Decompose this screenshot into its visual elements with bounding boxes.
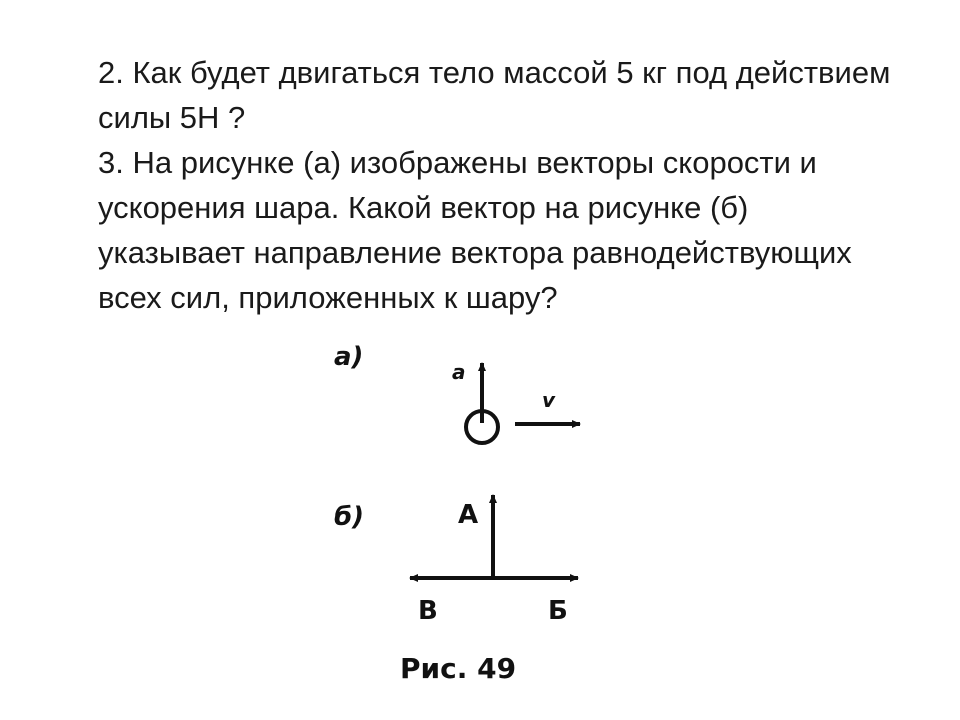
acceleration-label: a: [452, 360, 466, 384]
question-3: 3. На рисунке (а) изображены векторы скорости и ускорения шара. Какой вектор на рисунке (б) указывает направление вектора равнодействующих всех сил, приложенных к шару?: [98, 145, 852, 315]
part-b-label: б): [334, 502, 365, 532]
slide-text: [98, 50, 898, 320]
part-a-label: а): [334, 342, 364, 372]
vector-v-label: В: [418, 596, 438, 626]
velocity-label: v: [542, 388, 556, 412]
figure-49: [330, 330, 610, 700]
figure-caption: Рис. 49: [400, 652, 517, 685]
vector-a-label: А: [458, 500, 479, 530]
question-2: 2. Как будет двигаться тело массой 5 кг под действием силы 5Н ?: [98, 55, 891, 135]
vector-b-label: Б: [548, 596, 568, 626]
